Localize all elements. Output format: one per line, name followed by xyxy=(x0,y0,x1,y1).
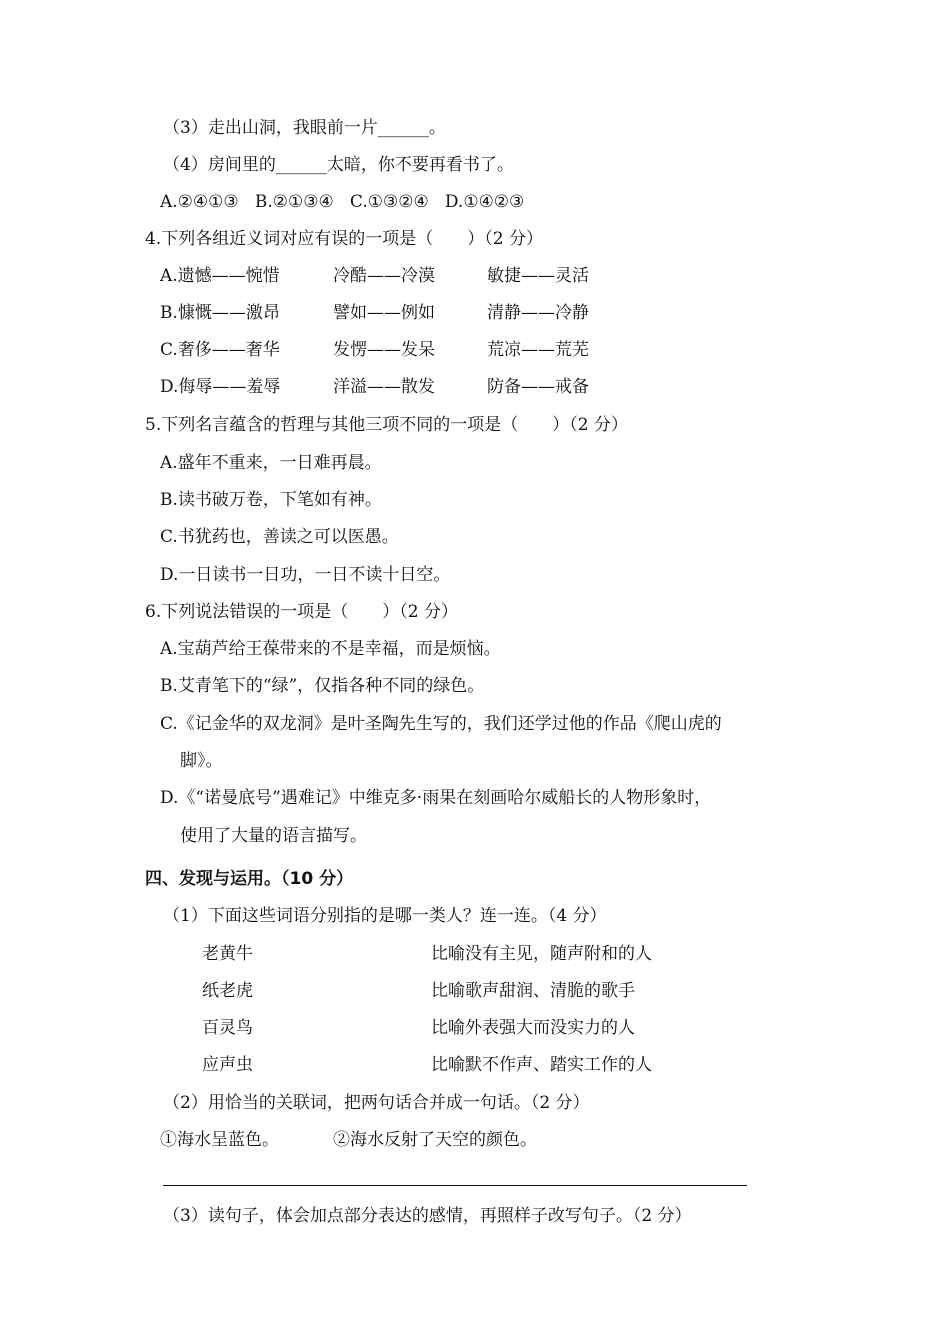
sentence-1: ①海水呈蓝色。 xyxy=(160,1130,279,1150)
q4-row-c-col1: C.奢侈——奢华 xyxy=(160,340,280,360)
q4-row-c-col2: 发愣——发呆 xyxy=(333,340,435,360)
match-meaning-4: 比喻默不作声、踏实工作的人 xyxy=(431,1055,652,1075)
match-meaning-2: 比喻歌声甜润、清脆的歌手 xyxy=(431,981,635,1001)
match-word-2: 纸老虎 xyxy=(202,981,253,1001)
q3-item3: （3）走出山洞，我眼前一片______。 xyxy=(163,118,446,138)
q6-stem: 6.下列说法错误的一项是（ ）（2 分） xyxy=(145,602,458,622)
q5-option-b: B.读书破万卷，下笔如有神。 xyxy=(160,490,382,510)
q6-option-d-line1: D.《“诺曼底号”遇难记》中维克多·雨果在刻画哈尔威船长的人物形象时， xyxy=(160,788,712,808)
match-word-3: 百灵鸟 xyxy=(202,1018,253,1038)
q4-row-b-col1: B.慷慨——激昂 xyxy=(160,303,280,323)
q3-item4: （4）房间里的______太暗，你不要再看书了。 xyxy=(163,155,514,175)
q6-option-a: A.宝葫芦给王葆带来的不是幸福，而是烦恼。 xyxy=(160,639,501,659)
q5-option-a: A.盛年不重来，一日难再晨。 xyxy=(160,453,382,473)
answer-line[interactable] xyxy=(163,1185,747,1186)
q6-option-b: B.艾青笔下的“绿”，仅指各种不同的绿色。 xyxy=(160,676,485,696)
q4-row-b-col3: 清静——冷静 xyxy=(487,303,589,323)
q4-row-d-col2: 洋溢——散发 xyxy=(333,377,435,397)
q6-option-c-line2: 脚》。 xyxy=(180,751,223,771)
match-meaning-3: 比喻外表强大而没实力的人 xyxy=(431,1018,635,1038)
match-meaning-1: 比喻没有主见，随声附和的人 xyxy=(431,944,652,964)
q5-stem: 5.下列名言蕴含的哲理与其他三项不同的一项是（ ）（2 分） xyxy=(145,415,628,435)
section4-p3: （3）读句子，体会加点部分表达的感情，再照样子改写句子。（2 分） xyxy=(163,1206,692,1226)
q4-row-a-col1: A.遗憾——惋惜 xyxy=(160,266,280,286)
match-word-1: 老黄牛 xyxy=(202,944,253,964)
section4-p1: （1）下面这些词语分别指的是哪一类人？连一连。（4 分） xyxy=(163,906,607,926)
sentence-2: ②海水反射了天空的颜色。 xyxy=(333,1130,537,1150)
section4-heading: 四、发现与运用。（10 分） xyxy=(145,869,354,889)
match-word-4: 应声虫 xyxy=(202,1055,253,1075)
q4-row-b-col2: 譬如——例如 xyxy=(333,303,435,323)
q4-row-a-col3: 敏捷——灵活 xyxy=(487,266,589,286)
q6-option-d-line2: 使用了大量的语言描写。 xyxy=(180,826,367,846)
q4-row-d-col1: D.侮辱——羞辱 xyxy=(160,377,281,397)
q3-options: A.②④①③ B.②①③④ C.①③②④ D.①④②③ xyxy=(160,192,525,212)
q4-row-c-col3: 荒凉——荒芜 xyxy=(487,340,589,360)
q4-row-d-col3: 防备——戒备 xyxy=(487,377,589,397)
q4-row-a-col2: 冷酷——冷漠 xyxy=(333,266,435,286)
q6-option-c-line1: C.《记金华的双龙洞》是叶圣陶先生写的，我们还学过他的作品《爬山虎的 xyxy=(160,714,722,734)
q5-option-d: D.一日读书一日功，一日不读十日空。 xyxy=(160,565,451,585)
q4-stem: 4.下列各组近义词对应有误的一项是（ ）（2 分） xyxy=(145,229,543,249)
section4-p2: （2）用恰当的关联词，把两句话合并成一句话。（2 分） xyxy=(163,1093,590,1113)
q5-option-c: C.书犹药也，善读之可以医愚。 xyxy=(160,527,399,547)
